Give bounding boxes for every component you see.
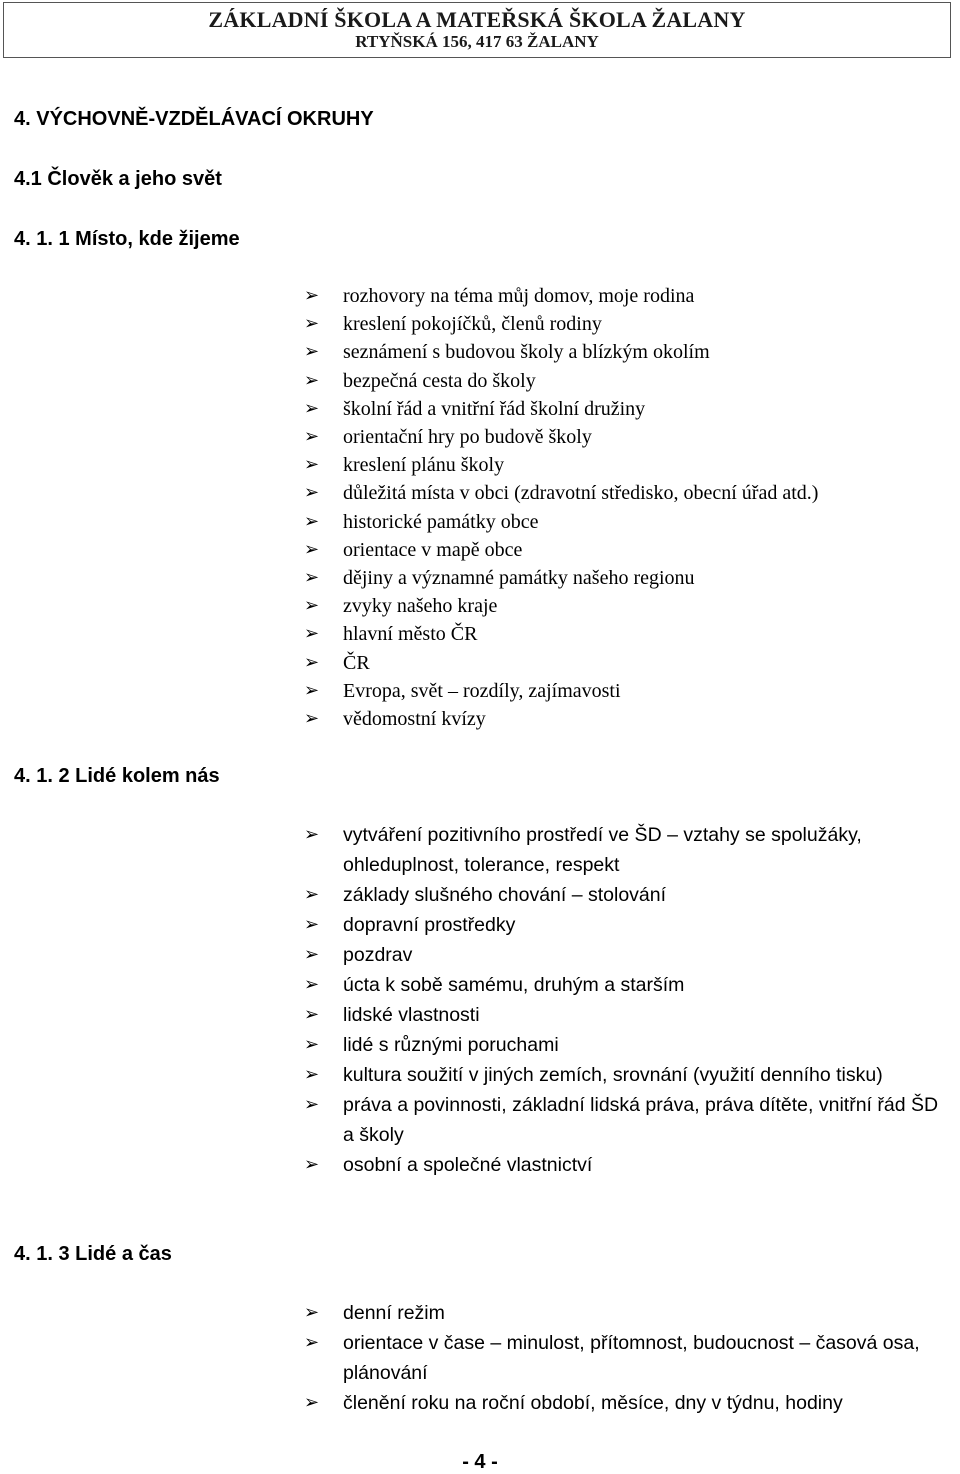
arrowhead-bullet-icon: ➢: [304, 824, 320, 845]
school-name: ZÁKLADNÍ ŠKOLA A MATEŘSKÁ ŠKOLA ŽALANY: [208, 7, 746, 32]
list-item: ➢ práva a povinnosti, základní lidská práva, práva dítěte, vnitřní řád ŠD a školy: [304, 1090, 944, 1150]
arrowhead-bullet-icon: ➢: [304, 510, 320, 532]
arrowhead-bullet-icon: ➢: [304, 285, 320, 306]
arrowhead-bullet-icon: ➢: [304, 482, 320, 504]
arrowhead-bullet-icon: ➢: [304, 1392, 320, 1413]
arrowhead-bullet-icon: ➢: [304, 884, 320, 905]
arrowhead-bullet-icon: ➢: [304, 595, 320, 617]
arrowhead-bullet-icon: ➢: [304, 1154, 320, 1175]
list-item: ➢ dějiny a významné památky našeho regionu: [304, 564, 944, 592]
arrowhead-bullet-icon: ➢: [304, 623, 320, 645]
list-item: ➢ kreslení plánu školy: [304, 451, 944, 479]
list-item: ➢ hlavní město ČR: [304, 620, 944, 648]
list-item: ➢ pozdrav: [304, 940, 944, 970]
list-item: ➢ bezpečná cesta do školy: [304, 367, 944, 395]
list-item: ➢ orientace v čase – minulost, přítomnost, budoucnost – časová osa, plánování: [304, 1328, 944, 1388]
arrowhead-bullet-icon: ➢: [304, 313, 320, 335]
arrowhead-bullet-icon: ➢: [304, 914, 320, 935]
arrowhead-bullet-icon: ➢: [304, 944, 320, 965]
list-item: ➢ školní řád a vnitřní řád školní družiny: [304, 395, 944, 423]
list-item: ➢ dopravní prostředky: [304, 910, 944, 940]
arrowhead-bullet-icon: ➢: [304, 1004, 320, 1025]
list-item: ➢ Evropa, svět – rozdíly, zajímavosti: [304, 677, 944, 705]
topic-title-1: 4. 1. 1 Místo, kde žijeme: [14, 228, 240, 250]
list-item: ➢ seznámení s budovou školy a blízkým okolím: [304, 338, 944, 366]
list-item: ➢ vědomostní kvízy: [304, 705, 944, 733]
arrowhead-bullet-icon: ➢: [304, 567, 320, 589]
list-item: ➢ úcta k sobě samému, druhým a starším: [304, 970, 944, 1000]
arrowhead-bullet-icon: ➢: [304, 651, 320, 673]
list-item: ➢ důležitá místa v obci (zdravotní středisko, obecní úřad atd.): [304, 479, 944, 507]
list-item: ➢ kultura soužití v jiných zemích, srovnání (využití denního tisku): [304, 1060, 944, 1090]
arrowhead-bullet-icon: ➢: [304, 426, 320, 448]
arrowhead-bullet-icon: ➢: [304, 341, 320, 363]
list-item: ➢ vytváření pozitivního prostředí ve ŠD – vztahy se spolužáky, ohleduplnost, tolerance, respekt: [304, 820, 944, 880]
arrowhead-bullet-icon: ➢: [304, 1034, 320, 1055]
list-item: ➢ ČR: [304, 649, 944, 677]
page-number: - 4 -: [462, 1451, 498, 1473]
arrowhead-bullet-icon: ➢: [304, 708, 320, 730]
section-title: 4. VÝCHOVNĚ-VZDĚLÁVACÍ OKRUHY: [14, 108, 374, 130]
school-address: RTYŇSKÁ 156, 417 63 ŽALANY: [355, 32, 599, 51]
list-item: ➢ základy slušného chování – stolování: [304, 880, 944, 910]
topic-list-3: [304, 1298, 944, 1418]
arrowhead-bullet-icon: ➢: [304, 1064, 320, 1085]
list-item: ➢ lidé s různými poruchami: [304, 1030, 944, 1060]
arrowhead-bullet-icon: ➢: [304, 1332, 320, 1353]
subsection-title: 4.1 Člověk a jeho svět: [14, 168, 222, 190]
arrowhead-bullet-icon: ➢: [304, 454, 320, 476]
list-item: ➢ osobní a společné vlastnictví: [304, 1150, 944, 1180]
arrowhead-bullet-icon: ➢: [304, 397, 320, 419]
arrowhead-bullet-icon: ➢: [304, 538, 320, 560]
arrowhead-bullet-icon: ➢: [304, 679, 320, 701]
arrowhead-bullet-icon: ➢: [304, 974, 320, 995]
arrowhead-bullet-icon: ➢: [304, 369, 320, 391]
list-item: ➢ kreslení pokojíčků, členů rodiny: [304, 310, 944, 338]
list-item: ➢ lidské vlastnosti: [304, 1000, 944, 1030]
arrowhead-bullet-icon: ➢: [304, 1302, 320, 1323]
document-header: [3, 2, 951, 58]
list-item: ➢ orientační hry po budově školy: [304, 423, 944, 451]
topic-list-2: [304, 820, 944, 1180]
list-item: ➢ zvyky našeho kraje: [304, 592, 944, 620]
topic-title-2: 4. 1. 2 Lidé kolem nás: [14, 765, 220, 787]
list-item: ➢ orientace v mapě obce: [304, 536, 944, 564]
list-item: ➢ členění roku na roční období, měsíce, dny v týdnu, hodiny: [304, 1388, 944, 1418]
list-item: ➢ rozhovory na téma můj domov, moje rodina: [304, 282, 944, 310]
topic-list-1: [304, 282, 944, 733]
list-item: ➢ denní režim: [304, 1298, 944, 1328]
arrowhead-bullet-icon: ➢: [304, 1094, 320, 1115]
list-item: ➢ historické památky obce: [304, 508, 944, 536]
topic-title-3: 4. 1. 3 Lidé a čas: [14, 1243, 172, 1265]
